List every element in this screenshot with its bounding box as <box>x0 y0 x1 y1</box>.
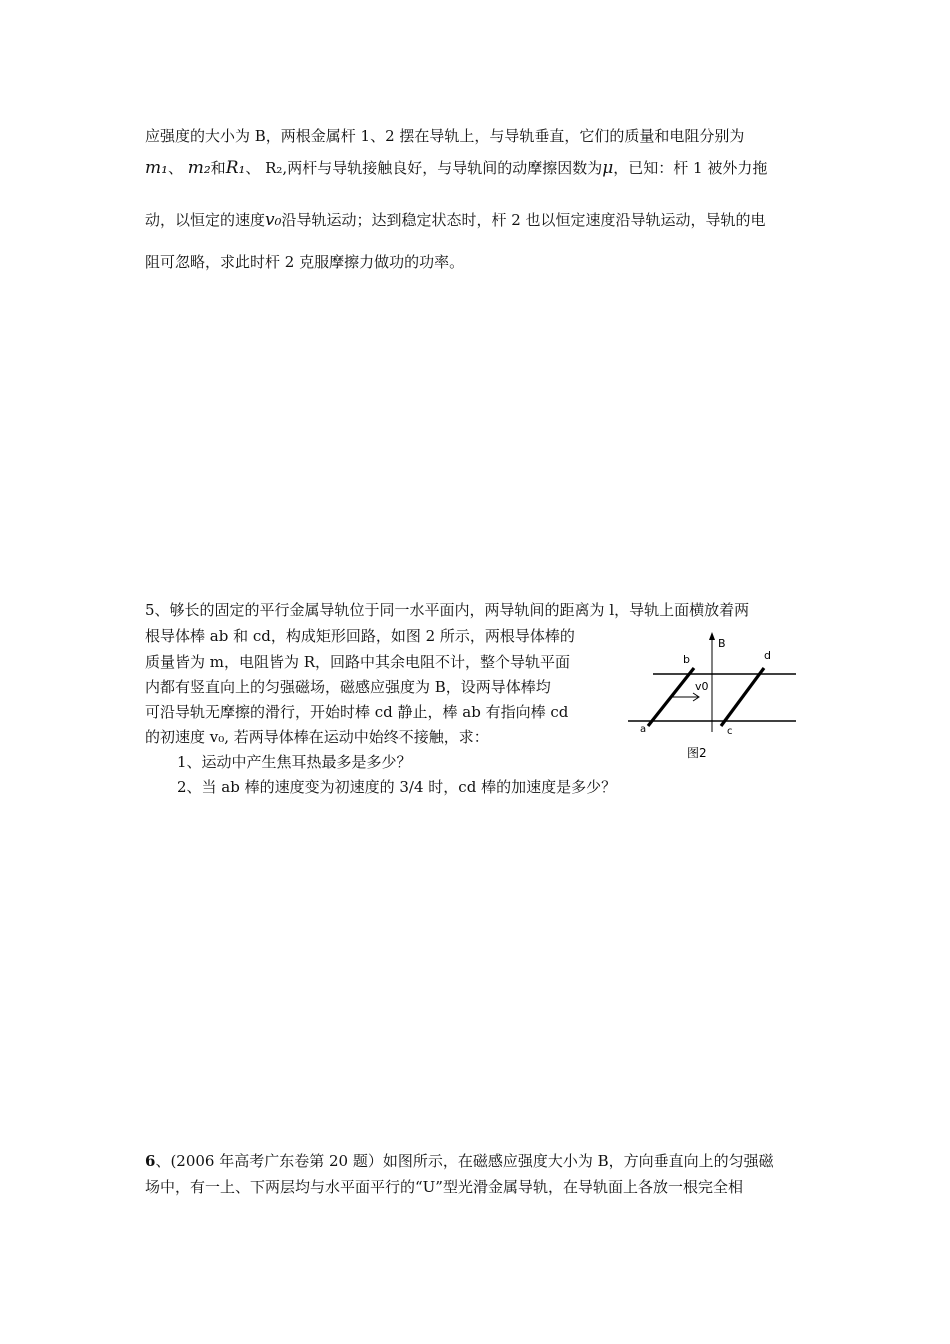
label-v0: v0 <box>695 680 709 693</box>
p6-line1 <box>145 1151 774 1171</box>
p4-line2-tail: ，已知：杆 1 被外力拖 <box>613 159 768 177</box>
p5-line6: 的初速度 v₀, 若两导体棒在运动中始终不接触，求： <box>145 728 489 746</box>
velocity-v0: v₀ <box>265 210 282 230</box>
p6-number: 6 <box>145 1152 156 1170</box>
p6-line1-text: 、(2006 年高考广东卷第 20 题）如图所示，在磁感应强度大小为 B，方向垂直向上的匀强磁 <box>155 1152 774 1170</box>
figure-caption: 图2 <box>687 746 707 760</box>
mass-m1: m₁ <box>145 158 168 178</box>
figure-2-diagram <box>624 628 802 764</box>
p5-question2: 2、当 ab 棒的速度变为初速度的 3/4 时，cd 棒的加速度是多少？ <box>177 778 617 796</box>
p4-line4: 阻可忽略，求此时杆 2 克服摩擦力做功的功率。 <box>145 253 465 271</box>
p4-line2 <box>145 158 767 178</box>
label-d: d <box>764 649 771 662</box>
p5-line2: 根导体棒 ab 和 cd，构成矩形回路，如图 2 所示，两根导体棒的 <box>145 627 575 645</box>
resistance-r1: R₁ <box>225 158 246 178</box>
p5-question1: 1、运动中产生焦耳热最多是多少？ <box>177 753 412 771</box>
resistance-r2: R₂ <box>265 159 283 177</box>
separator: 、 <box>245 159 261 177</box>
conjunction: 和 <box>210 159 226 177</box>
p4-line1: 应强度的大小为 B，两根金属杆 1、2 摆在导轨上，与导轨垂直，它们的质量和电阻分别为 <box>145 127 745 145</box>
label-a: a <box>640 724 647 735</box>
friction-coefficient: μ <box>602 158 614 178</box>
p6-line2: 场中，有一上、下两层均与水平面平行的“U”型光滑金属导轨，在导轨面上各放一根完全相 <box>145 1178 743 1196</box>
p4-line3 <box>145 210 766 230</box>
label-c: c <box>727 726 733 737</box>
p5-line3: 质量皆为 m，电阻皆为 R，回路中其余电阻不计，整个导轨平面 <box>145 653 571 671</box>
p4-line3-tail: 沿导轨运动；达到稳定状态时，杆 2 也以恒定速度沿导轨运动，导轨的电 <box>281 211 766 229</box>
label-b: b <box>683 653 690 666</box>
mass-m2: m₂ <box>187 158 211 178</box>
p5-line1: 5、够长的固定的平行金属导轨位于同一水平面内，两导轨间的距离为 l，导轨上面横放着两 <box>145 601 750 619</box>
p4-line2-text: ,两杆与导轨接触良好，与导轨间的动摩擦因数为 <box>282 159 603 177</box>
rod-cd <box>721 668 764 726</box>
p5-line5: 可沿导轨无摩擦的滑行，开始时棒 cd 静止，棒 ab 有指向棒 cd <box>145 703 569 721</box>
label-b-field: B <box>718 637 726 650</box>
b-field-arrowhead <box>709 632 715 640</box>
p5-line4: 内都有竖直向上的匀强磁场，磁感应强度为 B，设两导体棒均 <box>145 678 551 696</box>
p4-line3-head: 动，以恒定的速度 <box>145 211 266 229</box>
separator: 、 <box>167 159 183 177</box>
